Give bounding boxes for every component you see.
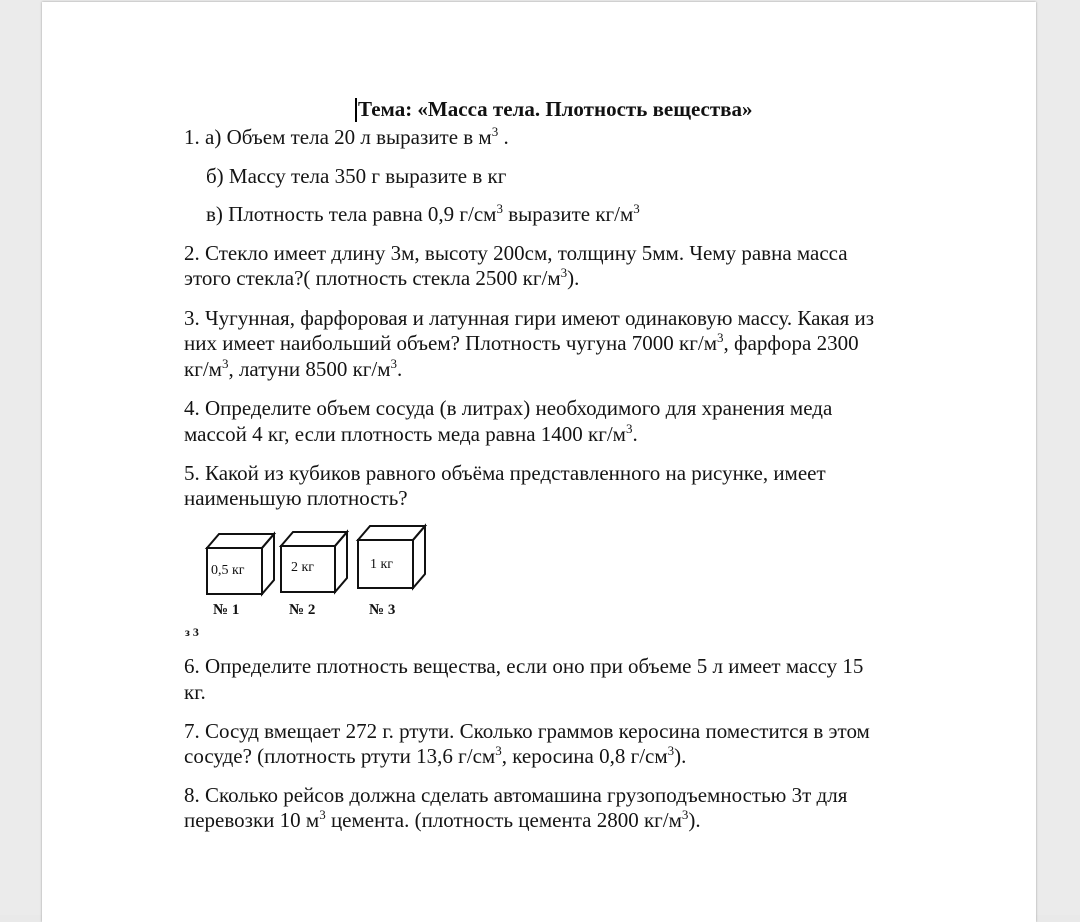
q1-a-sup: 3 <box>491 124 499 139</box>
q1-a-suffix: . <box>498 125 509 149</box>
q2-line1 <box>184 241 848 266</box>
q1-a <box>184 125 509 150</box>
q3-line3-sup1: 3 <box>221 356 229 371</box>
q8-line2 <box>184 808 701 833</box>
q3-line3-sup2: 3 <box>390 356 398 371</box>
q5-line1-text: 5. Какой из кубиков равного объёма представленного на рисунке, имеет <box>184 461 826 485</box>
q7-line1 <box>184 719 870 744</box>
q2-line2-suffix: ). <box>567 266 580 290</box>
q3-line2-sup: 3 <box>717 330 724 345</box>
q7-sup2: 3 <box>667 743 675 758</box>
q1-c-sup1: 3 <box>496 201 503 216</box>
figure-stray-text: з 3 <box>185 625 199 638</box>
q8-line1 <box>184 783 847 808</box>
q7-line2-c: ). <box>674 744 687 768</box>
q6-line1-text: 6. Определите плотность вещества, если оно при объеме 5 л имеет массу 15 <box>184 654 864 678</box>
q3-line3-c: . <box>397 357 403 381</box>
q8-sup2: 3 <box>681 807 689 822</box>
q5-line2-text: наименьшую плотность? <box>184 486 408 510</box>
q3-line2-text: них имеет наибольший объем? Плотность чугуна 7000 кг/м <box>184 331 717 355</box>
cube-3-number: № 3 <box>369 602 396 618</box>
q3-line3-b: , латуни 8500 кг/м <box>228 357 391 381</box>
q3-line3 <box>184 357 402 382</box>
q7-line2-b: , керосина 0,8 г/см <box>501 744 668 768</box>
q2-line1-text: 2. Стекло имеет длину 3м, высоту 200см, толщину 5мм. Чему равна масса <box>184 241 848 265</box>
q2-line2-text: этого стекла?( плотность стекла 2500 кг/м <box>184 266 561 290</box>
q4-line2-text: массой 4 кг, если плотность меда равна 1400 кг/м <box>184 422 626 446</box>
q8-sup1: 3 <box>319 807 326 822</box>
q2-sup: 3 <box>560 265 568 280</box>
q1-c-text: в) Плотность тела равна 0,9 г/см <box>206 202 497 226</box>
q7-line2 <box>184 744 686 769</box>
q4-sup: 3 <box>625 421 633 436</box>
cubes-drawing <box>185 522 450 638</box>
q5-line1 <box>184 461 826 486</box>
cube-2-number: № 2 <box>289 602 316 618</box>
cubes-figure <box>185 522 450 638</box>
q7-line1-text: 7. Сосуд вмещает 272 г. ртути. Сколько граммов керосина поместится в этом <box>184 719 870 743</box>
q4-line1-text: 4. Определите объем сосуда (в литрах) необходимого для хранения меда <box>184 396 833 420</box>
q3-line2-suffix: , фарфора 2300 <box>723 331 859 355</box>
q1-c-sup2: 3 <box>633 201 640 216</box>
page-title: Тема: «Масса тела. Плотность вещества» <box>358 97 753 121</box>
q3-line1-text: 3. Чугунная, фарфоровая и латунная гири имеют одинаковую массу. Какая из <box>184 306 875 330</box>
q8-line2-c: ). <box>688 808 701 832</box>
q6-line2 <box>184 680 206 705</box>
q1-c-mid: выразите кг/м <box>502 202 634 226</box>
q8-line1-text: 8. Сколько рейсов должна сделать автомашина грузоподъемностью 3т для <box>184 783 848 807</box>
cube-3-mass: 1 кг <box>370 557 394 572</box>
cube-2-mass: 2 кг <box>291 560 315 575</box>
q7-line2-a: сосуде? (плотность ртути 13,6 г/см <box>184 744 496 768</box>
q1-b-text: б) Массу тела 350 г выразите в кг <box>206 164 507 188</box>
q1-a-text: 1. а) Объем тела 20 л выразите в м <box>184 125 492 149</box>
document-page <box>42 2 1036 922</box>
q3-line3-a: кг/м <box>184 357 222 381</box>
q4-line2 <box>184 422 638 447</box>
q6-line1 <box>184 654 863 679</box>
cube-1-mass: 0,5 кг <box>211 563 245 578</box>
cube-1-number: № 1 <box>213 602 240 618</box>
q1-c <box>206 202 640 227</box>
text-cursor <box>355 98 357 122</box>
q3-line1 <box>184 306 874 331</box>
q2-line2 <box>184 266 579 291</box>
q4-line2-suffix: . <box>632 422 638 446</box>
q7-sup1: 3 <box>495 743 502 758</box>
q4-line1 <box>184 396 832 421</box>
q8-line2-b: цемента. (плотность цемента 2800 кг/м <box>325 808 682 832</box>
q8-line2-a: перевозки 10 м <box>184 808 320 832</box>
q1-b <box>206 164 506 189</box>
q5-line2 <box>184 486 408 511</box>
q3-line2 <box>184 331 859 356</box>
q6-line2-text: кг. <box>184 680 206 704</box>
